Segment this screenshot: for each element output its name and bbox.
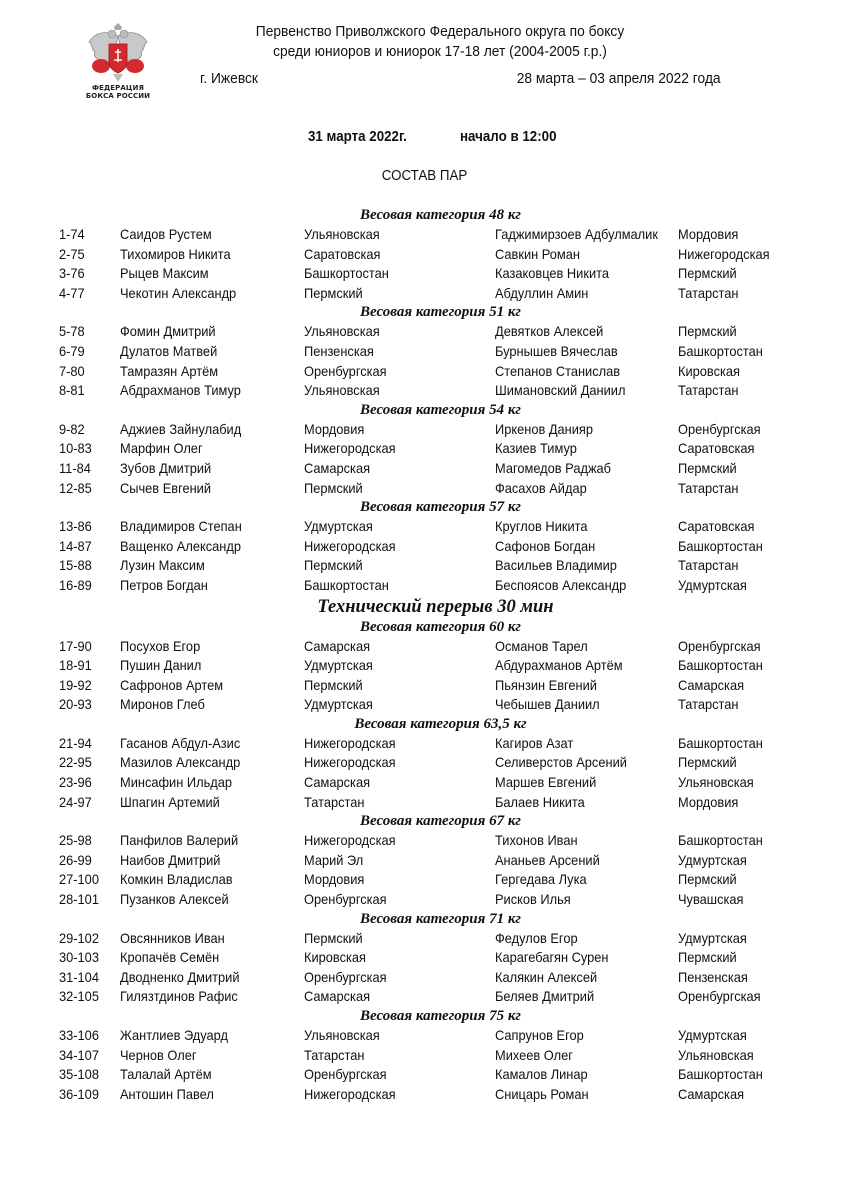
- boxer-blue-region: Татарстан: [678, 285, 739, 301]
- city: г. Ижевск: [200, 70, 258, 87]
- boxer-blue-name: Селиверстов Арсений: [495, 755, 627, 771]
- boxer-blue-region: Удмуртская: [678, 1028, 747, 1043]
- boxer-blue-region: Мордовия: [678, 227, 739, 242]
- boxer-blue-region: Пермский: [678, 324, 737, 340]
- boxer-red-region: Ульяновская: [304, 383, 380, 399]
- boxer-blue-region: Удмуртская: [678, 930, 747, 946]
- boxer-blue-region: Мордовия: [678, 794, 739, 810]
- bout-row: [0, 517, 849, 537]
- bout-row: [0, 537, 849, 557]
- logo-text-line2: БОКСА РОССИИ: [85, 92, 151, 100]
- bout-row: [0, 948, 849, 968]
- boxer-blue-name: Федулов Егор: [495, 930, 578, 946]
- boxer-blue-name: Девятков Алексей: [495, 324, 604, 340]
- boxer-blue-name: Беспоясов Александр: [495, 577, 627, 593]
- weight-category-heading: Весовая категория 54 кг: [360, 401, 521, 418]
- boxer-red-name: Фомин Дмитрий: [120, 324, 216, 340]
- boxer-red-region: Оренбургская: [304, 969, 387, 985]
- weight-category-heading: Весовая категория 71 кг: [360, 910, 521, 927]
- boxer-red-name: Владимиров Степан: [120, 519, 242, 535]
- boxer-red-name: Мазилов Александр: [120, 755, 241, 771]
- boxer-blue-name: Рисков Илья: [495, 892, 571, 908]
- boxer-blue-region: Башкортостан: [678, 833, 763, 849]
- boxer-red-name: Гасанов Абдул-Азис: [120, 735, 241, 751]
- bout-number: 3-76: [59, 266, 85, 282]
- bout-row: [0, 695, 849, 715]
- weight-category-heading: Весовая категория 67 кг: [360, 813, 521, 830]
- bout-number: 24-97: [59, 794, 92, 810]
- boxer-red-region: Нижегородская: [304, 441, 396, 457]
- bout-number: 20-93: [59, 697, 92, 713]
- bout-number: 30-103: [59, 950, 99, 966]
- bout-row: [0, 831, 849, 851]
- bout-row: [0, 890, 849, 910]
- bout-number: 23-96: [59, 775, 92, 791]
- boxer-red-region: Башкортостан: [304, 266, 389, 282]
- boxer-blue-region: Оренбургская: [678, 638, 761, 654]
- bout-number: 29-102: [59, 930, 99, 946]
- boxer-blue-name: Балаев Никита: [495, 794, 585, 810]
- bout-number: 2-75: [59, 246, 85, 262]
- boxer-red-name: Петров Богдан: [120, 577, 208, 593]
- boxer-red-name: Антошин Павел: [120, 1086, 214, 1102]
- boxer-blue-name: Калякин Алексей: [495, 969, 598, 985]
- boxer-blue-region: Пензенская: [678, 969, 748, 985]
- boxer-blue-region: Татарстан: [678, 480, 739, 496]
- boxer-red-region: Оренбургская: [304, 892, 387, 908]
- boxer-red-name: Овсянников Иван: [120, 930, 225, 946]
- boxer-red-name: Зубов Дмитрий: [120, 460, 212, 476]
- bout-number: 27-100: [59, 872, 99, 888]
- bout-number: 16-89: [59, 577, 92, 593]
- boxer-blue-region: Удмуртская: [678, 852, 747, 868]
- boxer-red-name: Дулатов Матвей: [120, 343, 218, 359]
- bout-number: 18-91: [59, 658, 92, 674]
- boxer-red-name: Тамразян Артём: [120, 363, 219, 379]
- boxer-blue-region: Башкортостан: [678, 343, 763, 359]
- boxer-blue-name: Шимановский Даниил: [495, 383, 626, 399]
- bout-number: 26-99: [59, 852, 92, 868]
- bout-row: [0, 793, 849, 813]
- boxer-blue-region: Ульяновская: [678, 1047, 754, 1063]
- bout-row: [0, 439, 849, 459]
- boxer-blue-name: Камалов Линар: [495, 1067, 588, 1083]
- bout-row: [0, 322, 849, 342]
- weight-category-heading: Весовая категория 57 кг: [360, 499, 521, 516]
- bout-row: [0, 929, 849, 949]
- bout-row: [0, 225, 849, 245]
- boxer-blue-name: Круглов Никита: [495, 519, 588, 535]
- boxer-red-region: Ульяновская: [304, 1028, 380, 1043]
- boxer-blue-name: Гергедава Лука: [495, 872, 587, 888]
- boxer-red-name: Абдрахманов Тимур: [120, 383, 241, 399]
- boxer-red-region: Пермский: [304, 677, 363, 693]
- boxer-blue-name: Бурнышев Вячеслав: [495, 343, 618, 359]
- day-date: 31 марта 2022г.: [308, 129, 407, 145]
- boxer-blue-name: Тихонов Иван: [495, 833, 578, 849]
- boxer-blue-region: Оренбургская: [678, 989, 761, 1005]
- boxer-red-name: Лузин Максим: [120, 558, 205, 574]
- boxer-red-region: Ульяновская: [304, 227, 380, 242]
- bout-number: 22-95: [59, 755, 92, 771]
- bout-number: 17-90: [59, 638, 92, 654]
- boxer-blue-region: Кировская: [678, 363, 740, 379]
- boxer-blue-region: Татарстан: [678, 383, 739, 399]
- boxer-blue-region: Татарстан: [678, 697, 739, 713]
- boxer-blue-name: Иркенов Данияр: [495, 421, 594, 437]
- boxer-red-name: Панфилов Валерий: [120, 833, 239, 849]
- bout-row: [0, 556, 849, 576]
- boxer-blue-region: Пермский: [678, 755, 737, 771]
- bout-number: 9-82: [59, 421, 85, 437]
- boxer-blue-region: Самарская: [678, 677, 745, 693]
- boxer-blue-name: Османов Тарел: [495, 638, 588, 654]
- bout-row: [0, 284, 849, 304]
- boxer-red-region: Мордовия: [304, 421, 365, 437]
- bout-number: 31-104: [59, 969, 99, 985]
- tournament-title-line1: Первенство Приволжского Федерального округа по боксу: [255, 23, 625, 40]
- bout-number: 32-105: [59, 989, 99, 1005]
- boxer-blue-name: Чебышев Даниил: [495, 697, 600, 713]
- bout-row: [0, 381, 849, 401]
- boxer-red-name: Чекотин Александр: [120, 285, 237, 301]
- boxer-red-region: Самарская: [304, 638, 371, 654]
- bout-number: 10-83: [59, 441, 92, 457]
- bout-row: [0, 968, 849, 988]
- boxer-red-region: Самарская: [304, 460, 371, 476]
- bout-row: [0, 576, 849, 596]
- boxer-red-name: Минсафин Ильдар: [120, 775, 233, 791]
- bout-number: 4-77: [59, 285, 85, 301]
- bout-number: 12-85: [59, 480, 92, 496]
- boxer-blue-region: Башкортостан: [678, 1067, 763, 1083]
- bout-row: [0, 870, 849, 890]
- weight-category-heading: Весовая категория 48 кг: [360, 207, 521, 223]
- technical-break-notice: Технический перерыв 30 мин: [317, 596, 554, 617]
- boxer-red-name: Наибов Дмитрий: [120, 852, 221, 868]
- boxer-red-name: Кропачёв Семён: [120, 950, 220, 966]
- boxer-blue-name: Михеев Олег: [495, 1047, 573, 1063]
- boxer-red-name: Аджиев Зайнулабид: [120, 421, 242, 437]
- boxer-red-region: Пермский: [304, 930, 363, 946]
- boxer-blue-name: Сафонов Богдан: [495, 538, 596, 554]
- boxer-red-region: Марий Эл: [304, 852, 364, 868]
- boxer-red-region: Нижегородская: [304, 735, 396, 751]
- boxer-red-region: Башкортостан: [304, 577, 389, 593]
- boxer-blue-region: Самарская: [678, 1086, 745, 1102]
- boxer-blue-region: Ульяновская: [678, 775, 754, 791]
- boxer-red-region: Самарская: [304, 775, 371, 791]
- boxer-red-name: Чернов Олег: [120, 1047, 197, 1063]
- boxer-red-region: Пермский: [304, 480, 363, 496]
- boxer-blue-name: Абдурахманов Артём: [495, 658, 623, 674]
- bout-number: 11-84: [59, 460, 91, 476]
- bout-number: 33-106: [59, 1028, 99, 1043]
- boxer-red-name: Дводненко Дмитрий: [120, 969, 240, 985]
- tournament-title-line2: среди юниоров и юниорок 17-18 лет (2004-2005 г.р.): [273, 43, 607, 60]
- boxer-blue-region: Пермский: [678, 460, 737, 476]
- logo-text-line1: ФЕДЕРАЦИЯ: [92, 84, 144, 92]
- boxer-red-name: Марфин Олег: [120, 441, 203, 457]
- boxer-red-region: Оренбургская: [304, 1067, 387, 1083]
- bout-row: [0, 1026, 849, 1046]
- boxer-blue-region: Оренбургская: [678, 421, 761, 437]
- bout-number: 13-86: [59, 519, 92, 535]
- boxer-blue-name: Васильев Владимир: [495, 558, 617, 574]
- boxer-red-region: Нижегородская: [304, 833, 396, 849]
- boxer-blue-name: Степанов Станислав: [495, 363, 621, 379]
- boxer-blue-name: Сапрунов Егор: [495, 1028, 584, 1043]
- boxer-red-region: Кировская: [304, 950, 366, 966]
- boxer-blue-region: Чувашская: [678, 892, 744, 908]
- boxer-blue-region: Саратовская: [678, 519, 755, 535]
- boxer-blue-region: Пермский: [678, 872, 737, 888]
- boxer-red-name: Рыцев Максим: [120, 266, 209, 282]
- boxer-red-region: Ульяновская: [304, 324, 380, 340]
- bout-number: 1-74: [59, 227, 85, 242]
- boxer-blue-region: Пермский: [678, 266, 737, 282]
- bout-number: 8-81: [59, 383, 85, 399]
- boxer-blue-region: Саратовская: [678, 441, 755, 457]
- boxer-blue-region: Нижегородская: [678, 246, 770, 262]
- boxer-red-name: Шпагин Артемий: [120, 794, 220, 810]
- bout-number: 14-87: [59, 538, 92, 554]
- boxer-red-region: Нижегородская: [304, 1086, 396, 1102]
- boxer-red-name: Комкин Владислав: [120, 872, 233, 888]
- boxer-red-name: Саидов Рустем: [120, 227, 212, 242]
- bout-number: 34-107: [59, 1047, 99, 1063]
- bout-number: 36-109: [59, 1086, 99, 1102]
- boxer-red-name: Пушин Данил: [120, 658, 202, 674]
- bout-number: 28-101: [59, 892, 99, 908]
- bout-number: 21-94: [59, 735, 92, 751]
- boxer-red-region: Саратовская: [304, 246, 381, 262]
- boxer-red-name: Сафронов Артем: [120, 677, 224, 693]
- bout-row: [0, 459, 849, 479]
- boxer-red-region: Татарстан: [304, 1047, 365, 1063]
- bout-row: [0, 1065, 849, 1085]
- boxer-red-name: Ващенко Александр: [120, 538, 241, 554]
- weight-category-heading: Весовая категория 75 кг: [360, 1008, 521, 1024]
- boxer-blue-name: Савкин Роман: [495, 246, 580, 262]
- bout-number: 5-78: [59, 324, 85, 340]
- bout-row: [0, 1085, 849, 1105]
- boxer-red-region: Оренбургская: [304, 363, 387, 379]
- boxer-red-name: Миронов Глеб: [120, 697, 205, 713]
- boxer-red-region: Нижегородская: [304, 538, 396, 554]
- boxer-blue-name: Казиев Тимур: [495, 441, 577, 457]
- bout-number: 25-98: [59, 833, 92, 849]
- boxer-blue-name: Маршев Евгений: [495, 775, 597, 791]
- bout-row: [0, 1046, 849, 1066]
- boxer-blue-region: Татарстан: [678, 558, 739, 574]
- boxer-blue-name: Магомедов Раджаб: [495, 460, 612, 476]
- pairs-title: СОСТАВ ПАР: [381, 168, 468, 184]
- bout-row: [0, 264, 849, 284]
- boxer-blue-name: Ананьев Арсений: [495, 852, 600, 868]
- boxer-red-region: Татарстан: [304, 794, 365, 810]
- boxer-red-region: Самарская: [304, 989, 371, 1005]
- boxer-red-name: Пузанков Алексей: [120, 892, 229, 908]
- bouts-list: [0, 206, 849, 1104]
- bout-number: 35-108: [59, 1067, 99, 1083]
- bout-row: [0, 676, 849, 696]
- bout-row: [0, 362, 849, 382]
- boxer-red-name: Жантлиев Эдуард: [120, 1028, 229, 1043]
- boxer-red-name: Талалай Артём: [120, 1067, 212, 1083]
- weight-category-heading: Весовая категория 63,5 кг: [354, 715, 527, 732]
- bout-row: [0, 656, 849, 676]
- bout-number: 7-80: [59, 363, 85, 379]
- weight-category-heading: Весовая категория 51 кг: [360, 304, 521, 321]
- bout-number: 19-92: [59, 677, 92, 693]
- start-time: начало в 12:00: [460, 129, 557, 145]
- bout-row: [0, 851, 849, 871]
- eagle-emblem-icon: [85, 22, 151, 84]
- boxer-red-region: Пензенская: [304, 343, 374, 359]
- boxer-red-region: Пермский: [304, 558, 363, 574]
- federation-logo: [78, 22, 158, 106]
- boxer-blue-region: Пермский: [678, 950, 737, 966]
- boxer-blue-name: Казаковцев Никита: [495, 266, 610, 282]
- boxer-blue-name: Беляев Дмитрий: [495, 989, 595, 1005]
- boxer-red-name: Гилязтдинов Рафис: [120, 989, 238, 1005]
- bout-row: [0, 342, 849, 362]
- boxer-blue-name: Пьянзин Евгений: [495, 677, 597, 693]
- bout-row: [0, 773, 849, 793]
- boxer-blue-region: Башкортостан: [678, 658, 763, 674]
- boxer-blue-name: Кагиров Азат: [495, 735, 574, 751]
- bout-row: [0, 734, 849, 754]
- boxer-red-region: Удмуртская: [304, 697, 373, 713]
- bout-row: [0, 753, 849, 773]
- boxer-blue-name: Абдуллин Амин: [495, 285, 589, 301]
- bout-number: 6-79: [59, 343, 85, 359]
- boxer-blue-region: Башкортостан: [678, 735, 763, 751]
- boxer-blue-region: Удмуртская: [678, 577, 747, 593]
- boxer-red-name: Посухов Егор: [120, 638, 201, 654]
- boxer-red-region: Удмуртская: [304, 658, 373, 674]
- boxer-blue-name: Карагебагян Сурен: [495, 950, 609, 966]
- boxer-blue-name: Сницарь Роман: [495, 1086, 589, 1102]
- boxer-red-region: Мордовия: [304, 872, 365, 888]
- weight-category-heading: Весовая категория 60 кг: [360, 618, 521, 635]
- bout-row: [0, 987, 849, 1007]
- bout-row: [0, 420, 849, 440]
- boxer-red-region: Удмуртская: [304, 519, 373, 535]
- boxer-blue-region: Башкортостан: [678, 538, 763, 554]
- boxer-red-region: Пермский: [304, 285, 363, 301]
- boxer-blue-name: Гаджимирзоев Адбулмалик: [495, 227, 658, 242]
- bout-number: 15-88: [59, 558, 92, 574]
- bout-row: [0, 245, 849, 265]
- bout-row: [0, 479, 849, 499]
- boxer-red-name: Тихомиров Никита: [120, 246, 231, 262]
- bout-row: [0, 637, 849, 657]
- boxer-blue-name: Фасахов Айдар: [495, 480, 587, 496]
- boxer-red-region: Нижегородская: [304, 755, 396, 771]
- boxer-red-name: Сычев Евгений: [120, 480, 212, 496]
- tournament-dates: 28 марта – 03 апреля 2022 года: [517, 70, 721, 87]
